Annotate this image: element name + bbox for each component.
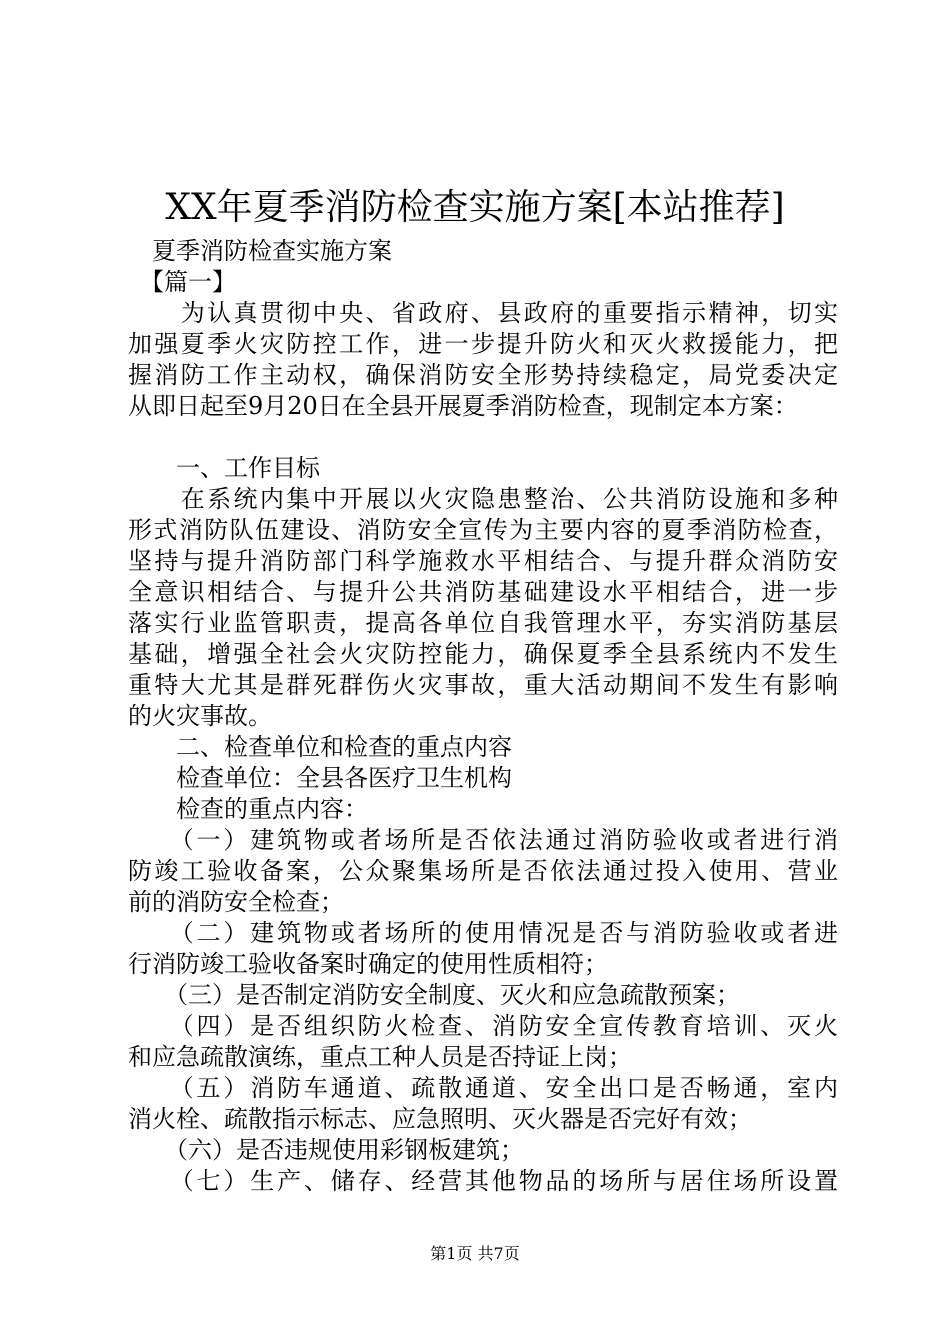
paragraph-line: 从即日起至9月20日在全县开展夏季消防检查，现制定本方案： [128, 392, 798, 420]
list-item-line: （四）是否组织防火检查、消防安全宣传教育培训、灭火 [128, 1012, 838, 1040]
paragraph-line: 形式消防队伍建设、消防安全宣传为主要内容的夏季消防检查， [128, 516, 838, 544]
list-item-line: 和应急疏散演练，重点工种人员是否持证上岗； [128, 1043, 632, 1071]
list-item-line: （五）消防车通道、疏散通道、安全出口是否畅通，室内 [128, 1074, 838, 1102]
list-item-line: （一）建筑物或者场所是否依法通过消防验收或者进行消 [128, 826, 838, 854]
document-title: XX年夏季消防检查实施方案[本站推荐] [165, 187, 785, 228]
subtitle-line: 夏季消防检查实施方案 [128, 237, 392, 265]
document-body [128, 236, 838, 1197]
paragraph-line: 检查单位：全县各医疗卫生机构 [128, 764, 512, 792]
list-item-line: （三）是否制定消防安全制度、灭火和应急疏散预案； [128, 981, 740, 1009]
heading-line: 二、检查单位和检查的重点内容 [128, 733, 512, 761]
paragraph-line: 在系统内集中开展以火灾隐患整治、公共消防设施和多种 [128, 485, 838, 513]
page-footer: 第1页 共7页 [430, 1244, 520, 1263]
paragraph-line: 坚持与提升消防部门科学施救水平相结合、与提升群众消防安 [128, 547, 838, 575]
list-item-line: 行消防竣工验收备案时确定的使用性质相符； [128, 950, 608, 978]
list-item-line: （二）建筑物或者场所的使用情况是否与消防验收或者进 [128, 919, 838, 947]
paragraph-line: 为认真贯彻中央、省政府、县政府的重要指示精神，切实 [128, 299, 838, 327]
paragraph-line: 的火灾事故。 [128, 702, 272, 730]
list-item-line: （七）生产、储存、经营其他物品的场所与居住场所设置 [128, 1167, 838, 1195]
list-item-line: 前的消防安全检查； [128, 888, 344, 916]
paragraph-line: 加强夏季火灾防控工作，进一步提升防火和灭火救援能力，把 [128, 330, 838, 358]
list-item-line: （六）是否违规使用彩钢板建筑； [128, 1136, 524, 1164]
list-item-line: 防竣工验收备案，公众聚集场所是否依法通过投入使用、营业 [128, 857, 838, 885]
blank-line [128, 422, 838, 453]
paragraph-line: 落实行业监管职责，提高各单位自我管理水平，夯实消防基层 [128, 609, 838, 637]
paragraph-line: 基础，增强全社会火灾防控能力，确保夏季全县系统内不发生 [128, 640, 838, 668]
paragraph-line: 握消防工作主动权，确保消防安全形势持续稳定，局党委决定 [128, 361, 838, 389]
heading-line: 一、工作目标 [128, 454, 320, 482]
list-item-line: 消火栓、疏散指示标志、应急照明、灭火器是否完好有效； [128, 1105, 752, 1133]
paragraph-line: 检查的重点内容： [128, 795, 368, 823]
section-label: 【篇一】 [128, 268, 236, 296]
paragraph-line: 重特大尤其是群死群伤火灾事故，重大活动期间不发生有影响 [128, 671, 838, 699]
paragraph-line: 全意识相结合、与提升公共消防基础建设水平相结合，进一步 [128, 578, 838, 606]
